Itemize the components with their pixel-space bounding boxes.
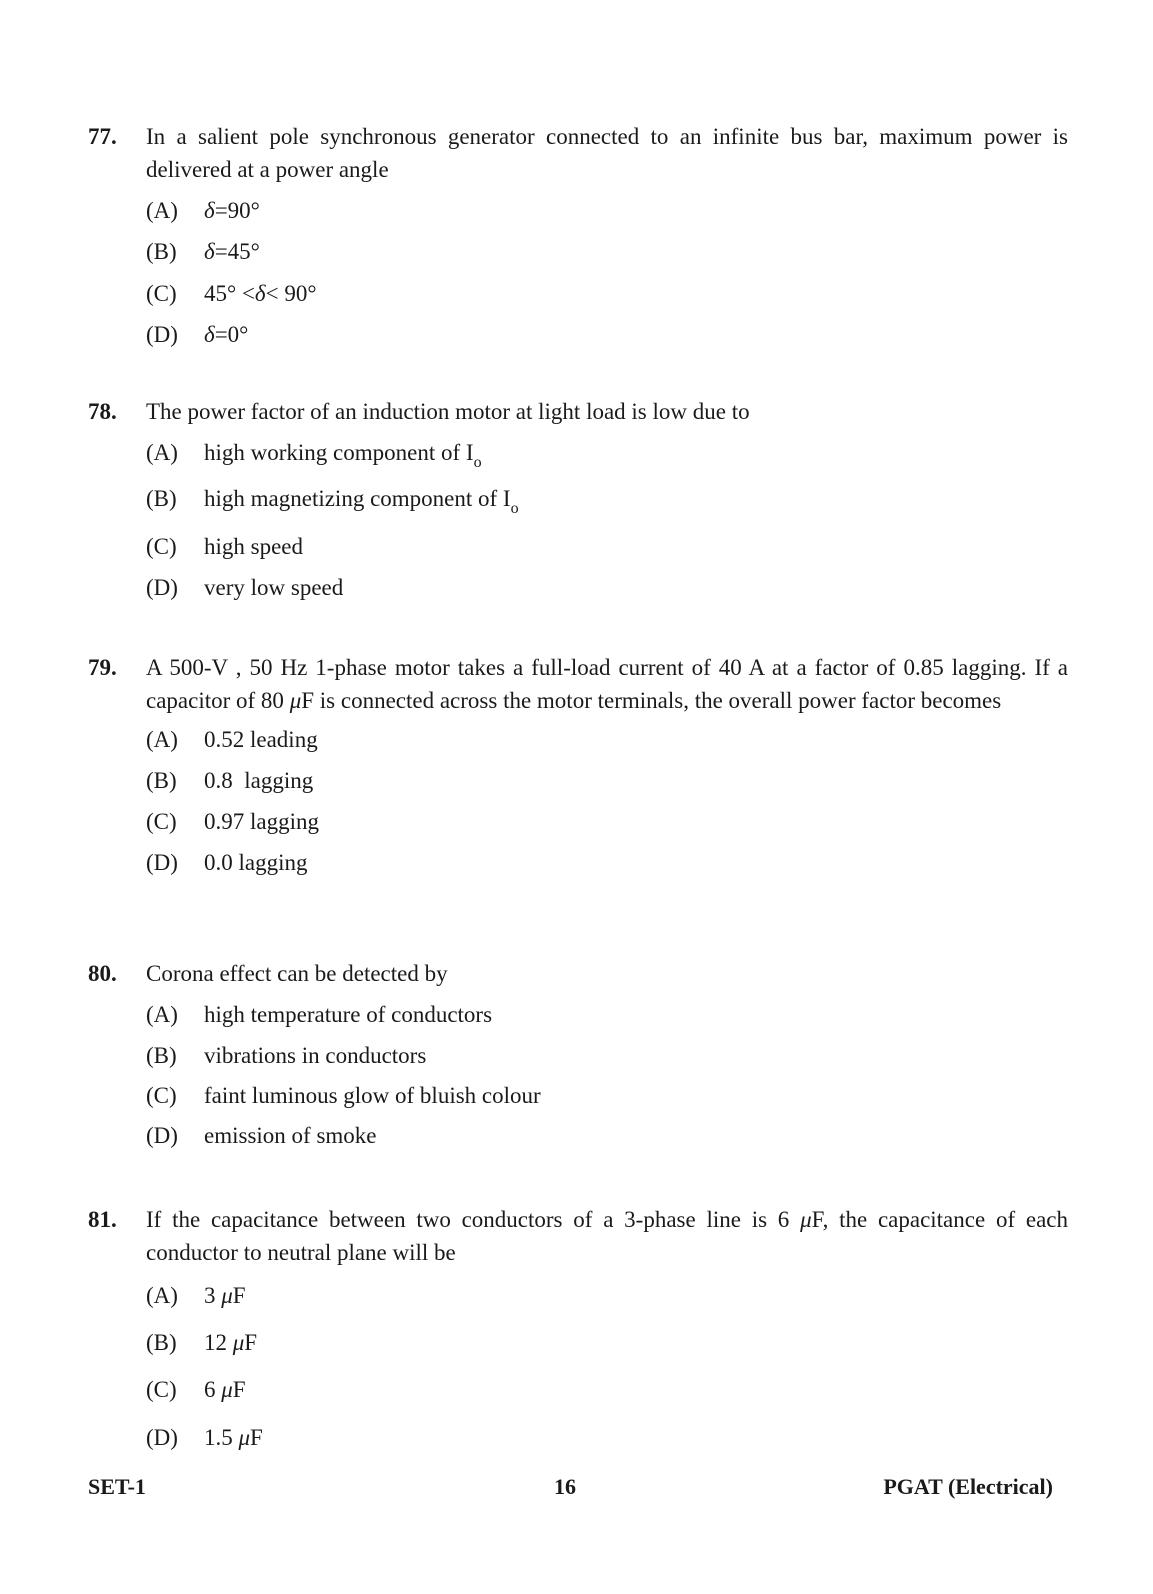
option-text: 0.97 lagging bbox=[204, 809, 319, 834]
question-77 bbox=[88, 120, 1068, 359]
question-text-part: F is connected across the motor terminals, the overall power factor becomes bbox=[301, 688, 1002, 713]
option-text: faint luminous glow of bluish colour bbox=[204, 1083, 541, 1108]
option-a bbox=[146, 998, 1068, 1039]
option-label: (A) bbox=[146, 1002, 178, 1027]
option-label: (D) bbox=[146, 575, 178, 600]
question-80 bbox=[88, 957, 1068, 1159]
option-value: F bbox=[232, 1283, 246, 1308]
option-text: 0.0 lagging bbox=[204, 850, 308, 875]
mu-symbol: μ bbox=[800, 1207, 812, 1232]
option-label: (C) bbox=[146, 534, 177, 559]
option-d bbox=[146, 318, 1068, 359]
option-b bbox=[146, 482, 1068, 530]
subscript: o bbox=[510, 500, 519, 517]
option-prefix: 6 bbox=[204, 1377, 222, 1402]
question-81 bbox=[88, 1203, 1068, 1462]
option-text bbox=[204, 482, 1068, 515]
option-text: high temperature of conductors bbox=[204, 1002, 493, 1027]
option-a bbox=[146, 723, 1068, 764]
question-79 bbox=[88, 651, 1068, 887]
option-text: very low speed bbox=[204, 575, 344, 600]
option-label: (D) bbox=[146, 322, 178, 347]
delta-symbol: δ bbox=[204, 239, 215, 264]
option-text: emission of smoke bbox=[204, 1123, 377, 1148]
option-text bbox=[204, 1421, 1068, 1454]
question-number: 77. bbox=[88, 124, 117, 149]
mu-symbol: μ bbox=[221, 1377, 233, 1402]
question-text: In a salient pole synchronous generator connected to an infinite bus bar, maximum power is delivered at a power angle bbox=[146, 124, 1068, 182]
option-value: F bbox=[250, 1425, 263, 1450]
option-b bbox=[146, 1326, 1068, 1373]
option-text bbox=[204, 235, 1068, 268]
options-list bbox=[146, 723, 1068, 887]
mu-symbol: μ bbox=[238, 1425, 251, 1450]
option-c bbox=[146, 1079, 1068, 1119]
option-text bbox=[204, 277, 1068, 310]
option-a bbox=[146, 194, 1068, 235]
option-value: high magnetizing component of I bbox=[204, 486, 511, 511]
option-prefix: 3 bbox=[204, 1283, 222, 1308]
options-list bbox=[146, 436, 1068, 612]
option-text bbox=[204, 1279, 1068, 1312]
option-prefix: 1.5 bbox=[204, 1425, 239, 1450]
delta-symbol: δ bbox=[204, 322, 215, 347]
question-text bbox=[146, 651, 1068, 717]
option-label: (C) bbox=[146, 809, 177, 834]
option-c bbox=[146, 1373, 1068, 1421]
options-list bbox=[146, 194, 1068, 359]
option-prefix: 12 bbox=[204, 1330, 233, 1355]
option-prefix: 45° < bbox=[204, 281, 255, 306]
exam-name: PGAT (Electrical) bbox=[883, 1474, 1053, 1499]
option-text: vibrations in conductors bbox=[204, 1043, 427, 1068]
option-value: =90° bbox=[214, 198, 260, 223]
option-text bbox=[204, 436, 1068, 469]
option-b bbox=[146, 1039, 1068, 1079]
option-d bbox=[146, 1119, 1068, 1159]
option-label: (D) bbox=[146, 1425, 178, 1450]
option-value: < 90° bbox=[265, 281, 317, 306]
option-d bbox=[146, 1421, 1068, 1462]
option-value: high working component of I bbox=[204, 440, 474, 465]
option-label: (A) bbox=[146, 440, 178, 465]
mu-symbol: μ bbox=[289, 688, 302, 713]
option-text: high speed bbox=[204, 534, 304, 559]
question-text bbox=[146, 1203, 1068, 1269]
option-text bbox=[204, 194, 1068, 227]
option-label: (D) bbox=[146, 1123, 178, 1148]
page-number: 16 bbox=[554, 1474, 576, 1499]
option-label: (B) bbox=[146, 1330, 177, 1355]
option-value: =0° bbox=[214, 322, 249, 347]
question-number: 78. bbox=[88, 399, 117, 424]
subscript: o bbox=[473, 454, 482, 471]
option-d bbox=[146, 846, 1068, 887]
question-text-part: A 500-V , 50 Hz 1-phase motor takes a full-load current of 40 A at a factor of 0.85 lagging. If a capacitor of 80 bbox=[146, 655, 1068, 713]
options-list bbox=[146, 998, 1068, 1159]
option-label: (D) bbox=[146, 850, 178, 875]
option-label: (A) bbox=[146, 727, 178, 752]
option-label: (B) bbox=[146, 1043, 177, 1068]
option-b bbox=[146, 764, 1068, 805]
delta-symbol: δ bbox=[204, 198, 215, 223]
option-label: (B) bbox=[146, 239, 177, 264]
option-label: (C) bbox=[146, 1377, 177, 1402]
option-d bbox=[146, 571, 1068, 612]
question-text: The power factor of an induction motor at light load is low due to bbox=[146, 399, 750, 424]
mu-symbol: μ bbox=[221, 1283, 233, 1308]
option-label: (A) bbox=[146, 1283, 178, 1308]
mu-symbol: μ bbox=[232, 1330, 245, 1355]
option-text: 0.52 leading bbox=[204, 727, 318, 752]
set-label: SET-1 bbox=[88, 1474, 146, 1499]
option-label: (C) bbox=[146, 1083, 177, 1108]
option-text bbox=[204, 1326, 1068, 1359]
question-number: 81. bbox=[88, 1207, 117, 1232]
option-text: 0.8 lagging bbox=[204, 768, 314, 793]
option-c bbox=[146, 530, 1068, 571]
option-c bbox=[146, 277, 1068, 318]
option-text bbox=[204, 318, 1068, 351]
delta-symbol: δ bbox=[254, 281, 266, 306]
option-value: =45° bbox=[214, 239, 260, 264]
option-label: (C) bbox=[146, 281, 177, 306]
option-a bbox=[146, 436, 1068, 482]
question-text-part: If the capacitance between two conductors of a 3-phase line is 6 bbox=[146, 1207, 801, 1232]
question-number: 79. bbox=[88, 655, 117, 680]
option-label: (A) bbox=[146, 198, 178, 223]
option-a bbox=[146, 1279, 1068, 1326]
option-b bbox=[146, 235, 1068, 277]
question-text-part: F, the capacitance of each conductor to neutral plane will be bbox=[146, 1207, 1068, 1265]
option-value: F bbox=[244, 1330, 258, 1355]
option-label: (B) bbox=[146, 768, 177, 793]
question-number: 80. bbox=[88, 961, 117, 986]
option-value: F bbox=[232, 1377, 246, 1402]
option-text bbox=[204, 1373, 1068, 1406]
question-78 bbox=[88, 395, 1068, 612]
question-text: Corona effect can be detected by bbox=[146, 961, 448, 986]
option-c bbox=[146, 805, 1068, 846]
option-label: (B) bbox=[146, 486, 177, 511]
options-list bbox=[146, 1279, 1068, 1462]
